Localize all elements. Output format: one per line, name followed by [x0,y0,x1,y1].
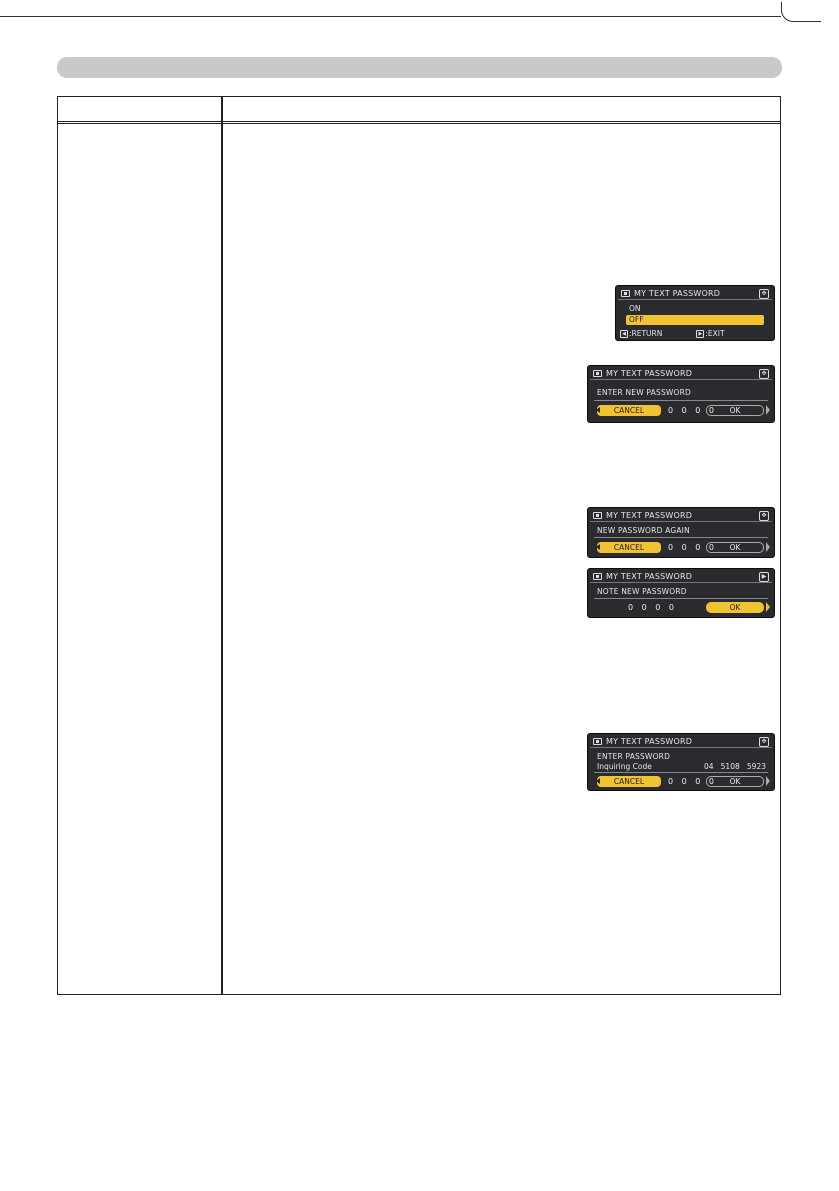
move-icon: ✥ [759,289,769,299]
divider [594,598,768,599]
prompt-text: ENTER NEW PASSWORD [597,388,692,397]
move-icon: ✥ [759,369,769,379]
osd-title-bar [590,571,772,583]
menu-icon [621,290,630,297]
osd-title: MY TEXT PASSWORD [606,511,693,520]
ok-button[interactable]: OK [706,776,764,787]
column-divider [221,97,223,994]
page-header-rule [0,0,839,30]
exit-label: :EXIT [705,329,725,338]
prompt-text: ENTER PASSWORD [597,752,671,761]
osd-note-dialog [587,568,775,618]
osd-onoff-dialog [615,285,775,341]
table-header-row [58,97,780,124]
osd-enter-dialog [587,733,775,791]
inquiring-code-label: Inquiring Code [597,762,652,771]
osd-title-bar [590,368,772,380]
osd-enter-new-dialog [587,365,775,423]
option-off[interactable]: OFF [626,315,764,325]
right-key-icon: ▶ [759,572,769,582]
ok-button[interactable]: OK [706,542,764,553]
inquiring-code-value: 04 5108 5923 [703,762,766,771]
password-digits[interactable]: 0 0 0 0 [668,406,717,415]
cancel-button[interactable]: CANCEL [597,776,661,787]
right-arrow-icon [766,602,770,612]
osd-title: MY TEXT PASSWORD [606,737,693,746]
osd-again-dialog [587,507,775,558]
right-arrow-icon [766,776,770,786]
menu-icon [593,370,602,377]
option-on[interactable]: ON [629,304,641,313]
prompt-text: NOTE NEW PASSWORD [597,587,687,596]
osd-title: MY TEXT PASSWORD [606,572,693,581]
right-arrow-key-icon: ▶ [696,330,704,338]
left-arrow-key-icon: ◀ [620,330,628,338]
right-arrow-icon [766,542,770,552]
move-icon: ✥ [759,511,769,521]
divider [594,400,768,401]
header-tab-notch [781,2,821,22]
menu-icon [593,573,602,580]
right-arrow-icon [766,405,770,415]
divider [594,537,768,538]
osd-footer [620,329,770,338]
menu-icon [593,512,602,519]
cancel-button[interactable]: CANCEL [597,405,661,416]
ok-button[interactable]: OK [706,602,764,613]
osd-title: MY TEXT PASSWORD [606,369,693,378]
osd-title: MY TEXT PASSWORD [634,289,721,298]
section-bar [57,57,782,78]
ok-button[interactable]: OK [706,405,764,416]
menu-icon [593,738,602,745]
osd-title-bar [590,510,772,522]
password-digits: 0 0 0 0 [628,603,677,612]
password-digits[interactable]: 0 0 0 0 [668,543,717,552]
divider [594,772,768,773]
prompt-text: NEW PASSWORD AGAIN [597,526,690,535]
cancel-button[interactable]: CANCEL [597,542,661,553]
move-icon: ✥ [759,737,769,747]
header-line [0,16,781,17]
inquiring-code-row [597,762,766,771]
osd-title-bar [590,736,772,748]
osd-title-bar [618,288,772,300]
return-label: :RETURN [629,329,663,338]
password-digits[interactable]: 0 0 0 0 [668,777,717,786]
